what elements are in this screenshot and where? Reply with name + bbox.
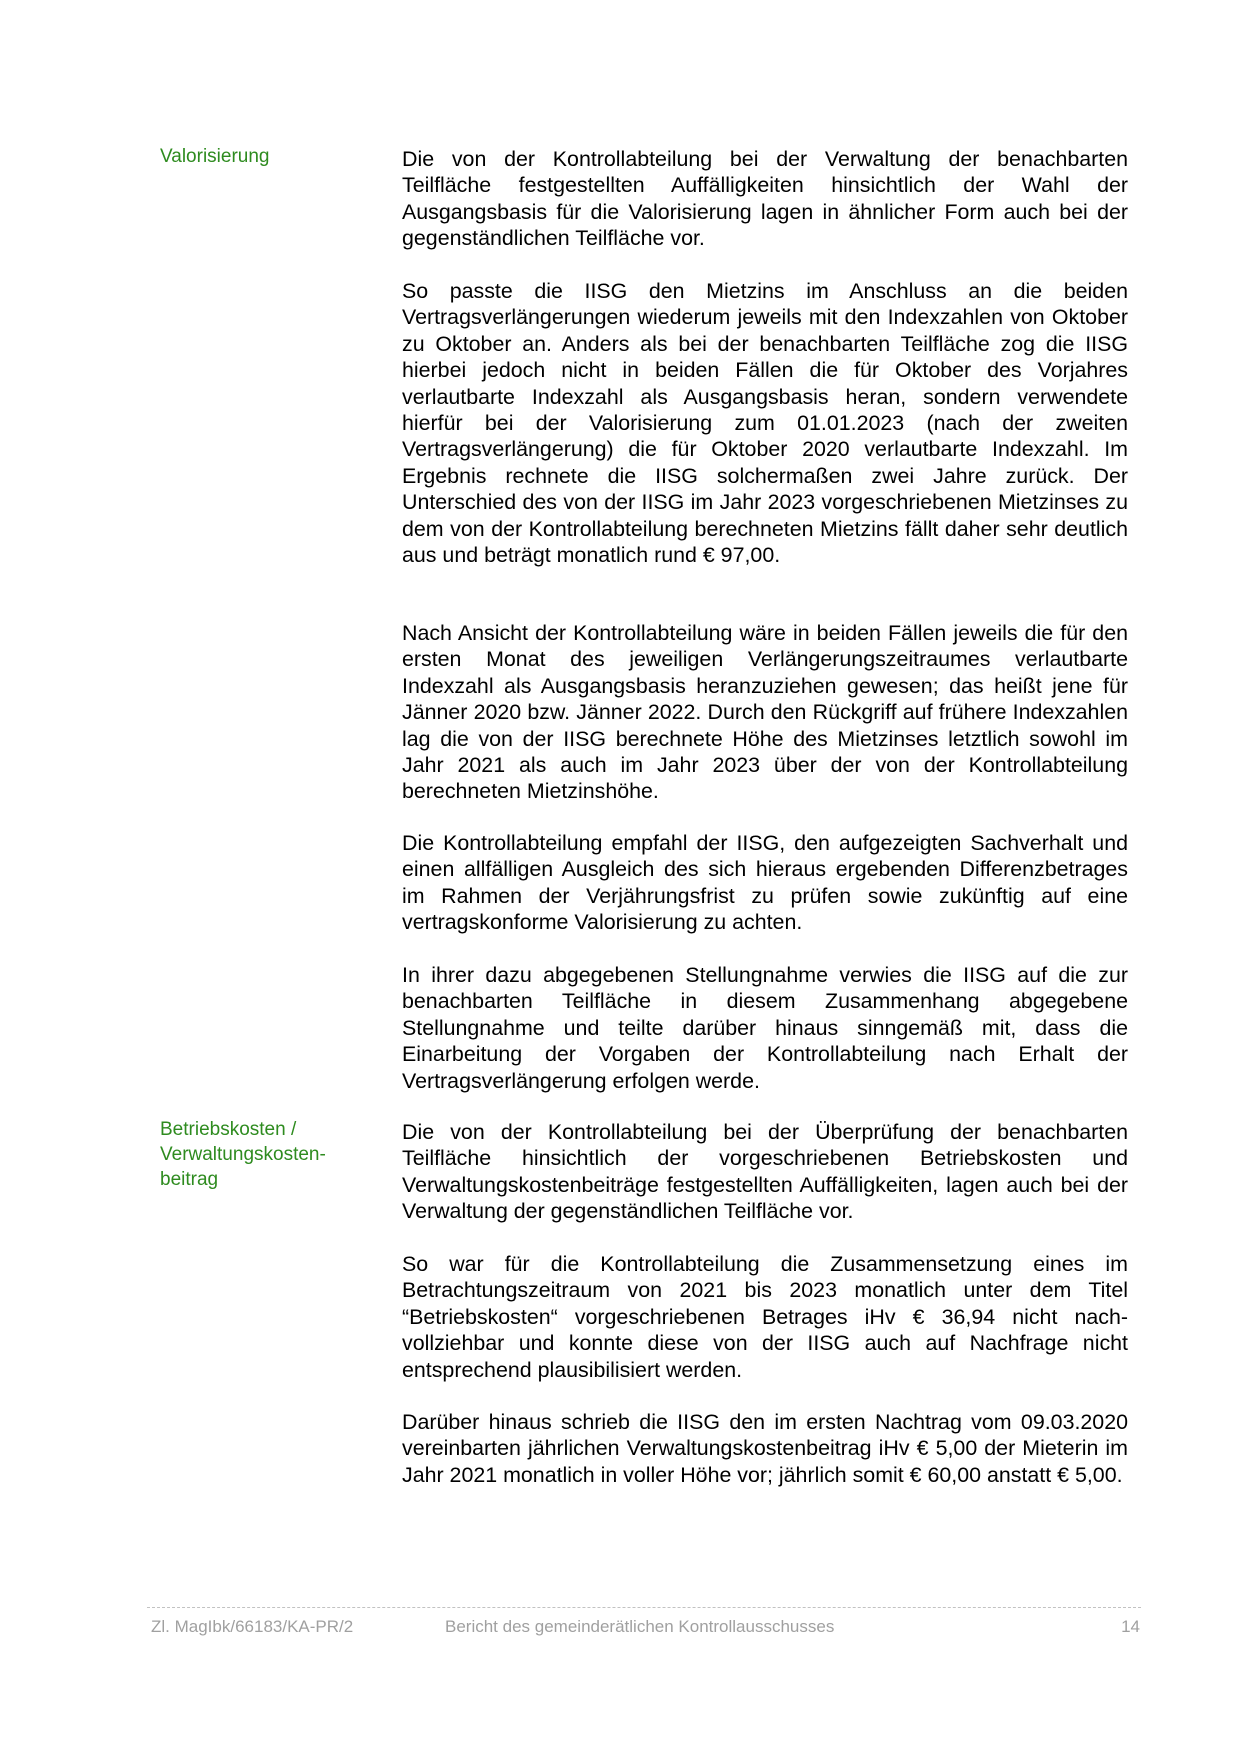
margin-label-betriebskosten: Betriebskosten / Verwaltungskosten-beitrag: [160, 1119, 326, 1190]
margin-label-valorisierung: Valorisierung: [160, 146, 270, 167]
paragraph-valorisierung-5: In ihrer dazu abgegebenen Stellungnahme verwies die IISG auf die zur benachbarten Teilfläche in diesem Zusammenhang abgegebene Stellungnahme und teilte darüber hinaus sinngemäß mit, dass die Einarbeitung der Vorgaben der Kontrollabteilung nach Erhalt der Vertragsverlängerung erfolgen werde.: [402, 963, 1128, 1093]
footer-reference: Zl. MagIbk/66183/KA-PR/2: [151, 1617, 354, 1636]
paragraph-valorisierung-4: Die Kontrollabteilung empfahl der IISG, den aufgezeigten Sachverhalt und einen allfälligen Ausgleich des sich hieraus ergebenden Differenzbetrages im Rahmen der Verjährungsfrist zu prüfen sowie zukünftig auf eine vertragskonforme Valorisierung zu achten.: [402, 831, 1128, 935]
paragraph-betriebskosten-3: Darüber hinaus schrieb die IISG den im ersten Nachtrag vom 09.03.2020 vereinbarten jährlichen Verwaltungskostenbeitrag iHv € 5,00 der Mieterin im Jahr 2021 monatlich in voller Höhe vor; jährlich somit € 60,00 anstatt € 5,00.: [402, 1410, 1128, 1487]
paragraph-valorisierung-1: Die von der Kontrollabteilung bei der Verwaltung der benachbarten Teilfläche festgestellten Auffälligkeiten hinsichtlich der Wahl der Ausgangsbasis für die Valorisierung lagen in ähnlicher Form auch bei der gegenständlichen Teilfläche vor.: [402, 147, 1128, 251]
paragraph-valorisierung-2: So passte die IISG den Mietzins im Anschluss an die beiden Vertragsverlängerungen wiederum jeweils mit den Indexzahlen von Oktober zu Oktober an. Anders als bei der benachbarten Teilfläche zog die IISG hierbei jedoch nicht in beiden Fällen die für Oktober des Vorjahres verlautbarte Indexzahl als Ausgangsbasis heran, sondern verwendete hierfür bei der Valorisierung zum 01.01.2023 (nach der zweiten Vertragsverlängerung) die für Oktober 2020 verlautbarte Indexzahl. Im Ergebnis rechnete die IISG solchermaßen zwei Jahre zurück. Der Unterschied des von der IISG im Jahr 2023 vorgeschriebenen Mietzinses zu dem von der Kontrollabteilung berechneten Mietzins fällt daher sehr deutlich aus und beträgt monatlich rund € 97,00.: [402, 279, 1128, 568]
footer-title: Bericht des gemeinderätlichen Kontrollausschusses: [445, 1617, 835, 1636]
paragraph-betriebskosten-1: Die von der Kontrollabteilung bei der Überprüfung der benachbarten Teilfläche hinsichtlich der vorgeschriebenen Betriebskosten und Verwaltungskostenbeiträge festgestellten Auffälligkeiten, lagen auch bei der Verwaltung der gegenständlichen Teilfläche vor.: [402, 1120, 1128, 1224]
paragraph-valorisierung-3: Nach Ansicht der Kontrollabteilung wäre in beiden Fällen jeweils die für den ersten Monat des jeweiligen Verlängerungszeitraumes verlautbarte Indexzahl als Ausgangsbasis heranzuziehen gewesen; das heißt jene für Jänner 2020 bzw. Jänner 2022. Durch den Rückgriff auf frühere Indexzahlen lag die von der IISG berechnete Höhe des Mietzinses letztlich sowohl im Jahr 2021 als auch im Jahr 2023 über der von der Kontrollabteilung berechneten Mietzinshöhe.: [402, 621, 1128, 804]
footer-divider: [147, 1607, 1141, 1608]
paragraph-betriebskosten-2: So war für die Kontrollabteilung die Zusammensetzung eines im Betrachtungszeitraum von 2021 bis 2023 monatlich unter dem Titel “Betriebskosten“ vorgeschriebenen Betrages iHv € 36,94 nicht nachvollziehbar und konnte diese von der IISG auch auf Nachfrage nicht entsprechend plausibilisiert werden.: [402, 1252, 1128, 1382]
footer-page-number: 14: [1121, 1617, 1140, 1636]
